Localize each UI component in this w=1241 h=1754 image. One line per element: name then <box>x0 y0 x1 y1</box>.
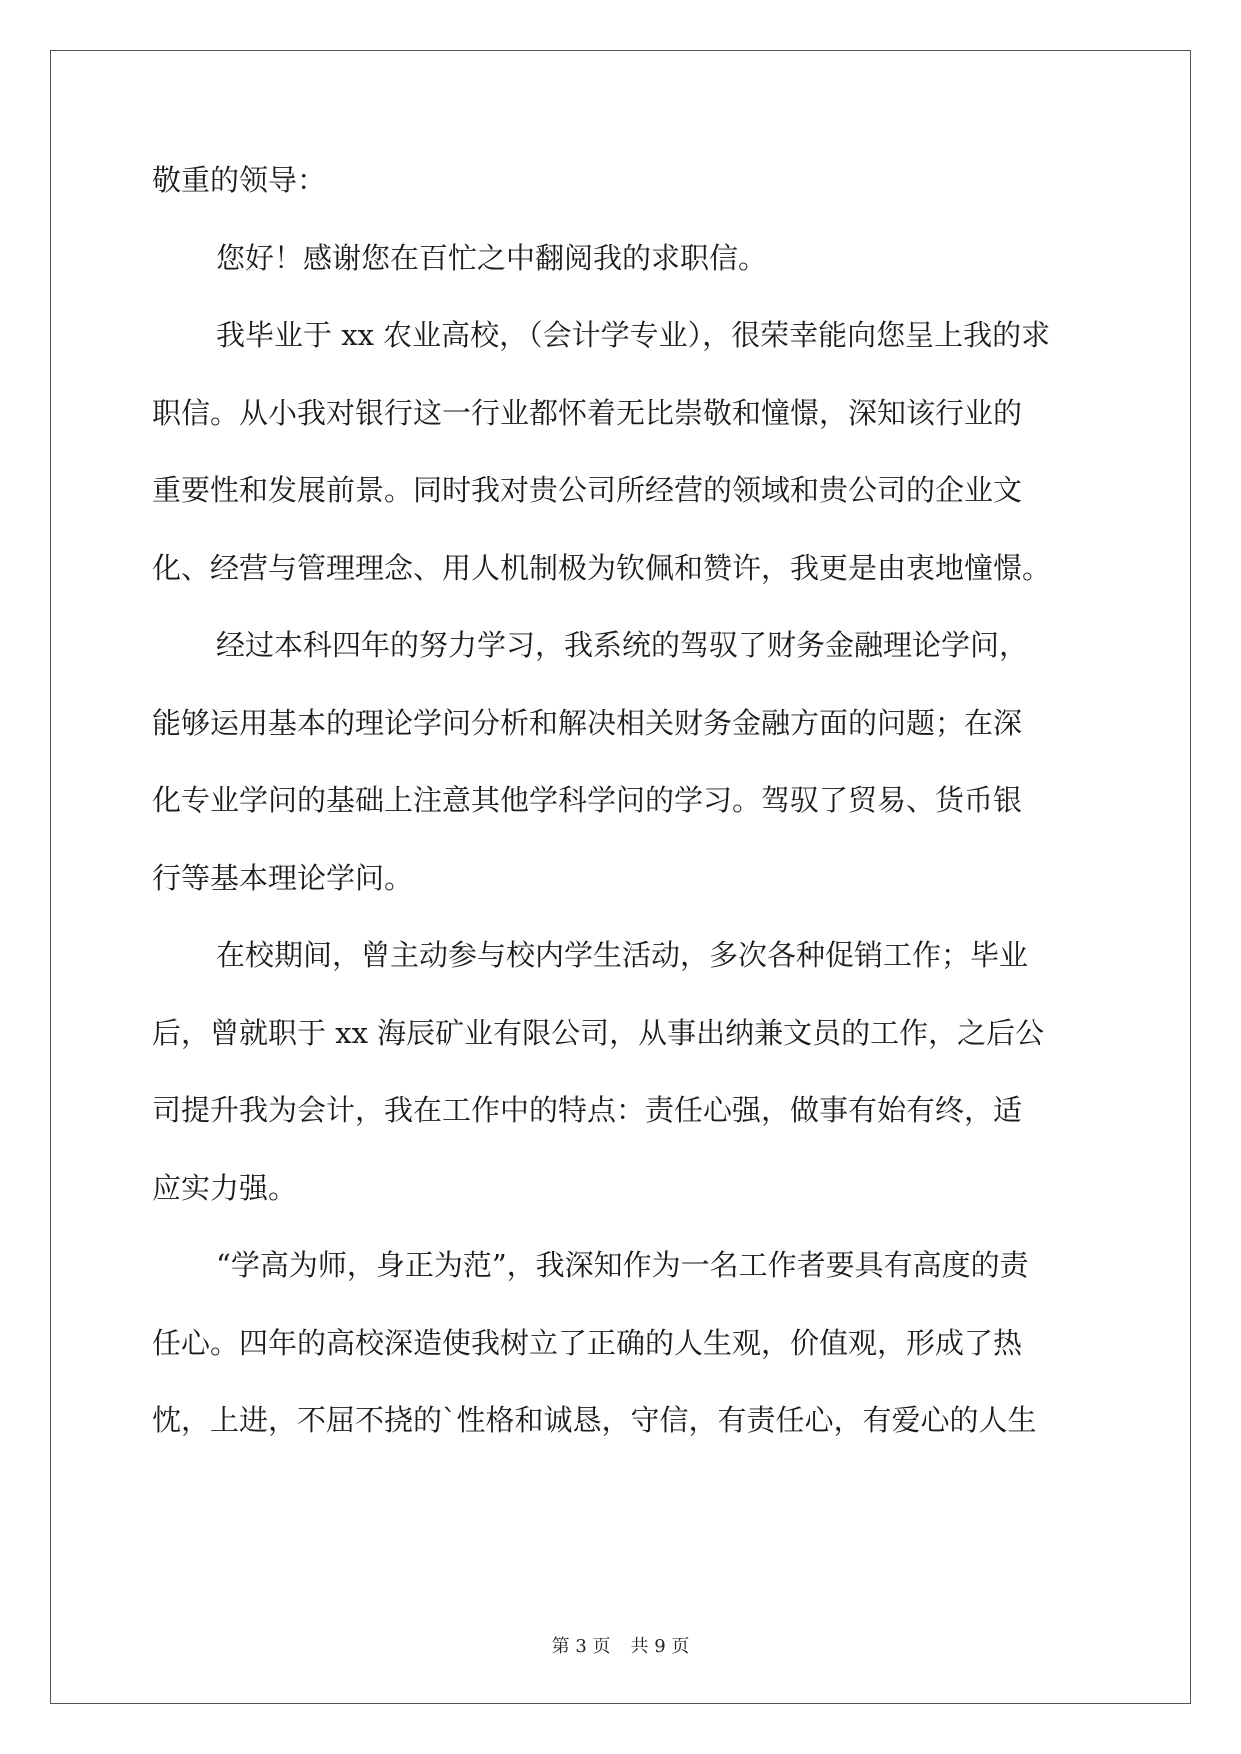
paragraph-line: 忱，上进，不屈不挠的`性格和诚恳，守信，有责任心，有爱心的人生 <box>152 1403 1037 1437</box>
paragraph-line: 行等基本理论学问。 <box>152 861 414 895</box>
paragraph-line: 能够运用基本的理论学问分析和解决相关财务金融方面的问题；在深 <box>152 706 1023 740</box>
paragraph-line: 化、经营与管理理念、用人机制极为钦佩和赞许，我更是由衷地憧憬。 <box>152 551 1052 585</box>
page-number: 第 3 页 <box>551 1636 611 1657</box>
paragraph-line: “学高为师，身正为范”，我深知作为一名工作者要具有高度的责 <box>216 1248 1029 1282</box>
page-footer <box>0 1632 1241 1658</box>
paragraph-line: 化专业学问的基础上注意其他学科学问的学习。驾驭了贸易、货币银 <box>152 783 1023 817</box>
paragraph-line: 司提升我为会计，我在工作中的特点：责任心强，做事有始有终，适 <box>152 1093 1023 1127</box>
paragraph-line: 任心。四年的高校深造使我树立了正确的人生观，价值观，形成了热 <box>152 1326 1023 1360</box>
paragraph-line: 应实力强。 <box>152 1171 298 1205</box>
paragraph-line: 在校期间，曾主动参与校内学生活动，多次各种促销工作；毕业 <box>216 938 1029 972</box>
salutation: 敬重的领导： <box>152 163 327 197</box>
paragraph-line: 我毕业于 xx 农业高校，（会计学专业），很荣幸能向您呈上我的求 <box>216 318 1051 352</box>
paragraph-line: 后，曾就职于 xx 海辰矿业有限公司，从事出纳兼文员的工作，之后公 <box>152 1016 1045 1050</box>
paragraph-line: 职信。从小我对银行这一行业都怀着无比崇敬和憧憬，深知该行业的 <box>152 396 1023 430</box>
paragraph-line: 您好！感谢您在百忙之中翻阅我的求职信。 <box>216 241 768 275</box>
page-total: 共 9 页 <box>630 1636 690 1657</box>
paragraph-line: 经过本科四年的努力学习，我系统的驾驭了财务金融理论学问， <box>216 628 1029 662</box>
paragraph-line: 重要性和发展前景。同时我对贵公司所经营的领域和贵公司的企业文 <box>152 473 1023 507</box>
